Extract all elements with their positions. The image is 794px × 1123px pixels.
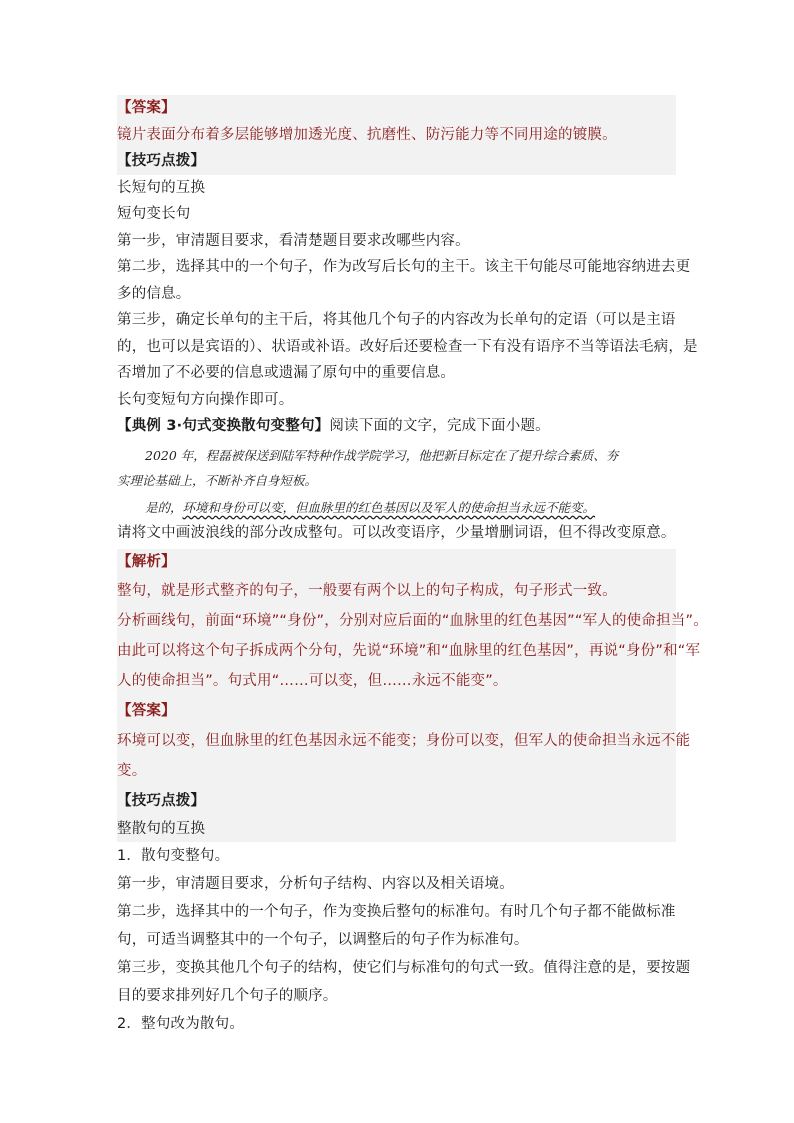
tip-label: 【技巧点拨】	[117, 148, 676, 175]
tip-line: 目的要求排列好几个句子的顺序。	[117, 988, 338, 1004]
analysis-line: 整句，就是形式整齐的句子，一般要有两个以上的句子构成，句子形式一致。	[117, 576, 676, 606]
tip-line: 长句变短句方向操作即可。	[117, 391, 294, 408]
wavy-underlined-sentence: 环境和身份可以变，但血脉里的红色基因以及军人的使命担当永远不能变。	[182, 499, 596, 515]
tip-line: 的，也可以是宾语的）、状语或补语。改好后还要检查一下有没有语序不当等语法毛病，是	[117, 338, 698, 355]
tip-line: 否增加了不必要的信息或遗漏了原句中的重要信息。	[117, 365, 456, 381]
analysis-label: 【解析】	[117, 549, 676, 576]
tip-line: 第三步，确定长单句的主干后，将其他几个句子的内容改为长单句的定语（可以是主语	[117, 312, 676, 328]
tip-body	[117, 175, 698, 414]
tip-line: 长短句的互换	[117, 179, 206, 196]
example-heading	[117, 413, 676, 440]
tip-line: 短句变长句	[117, 206, 191, 222]
document-page	[117, 95, 708, 1038]
tip-line: 第二步，选择其中的一个句子，作为改写后长句的主干。该主干句能尽可能地容纳进去更	[117, 259, 691, 275]
analysis-line: 人的使命担当”。句式用“……可以变，但……永远不能变”。	[117, 666, 676, 696]
passage-prefix: 是的，	[145, 499, 183, 515]
tip-line: 1．散句变整句。	[117, 848, 230, 864]
answer-label: 【答案】	[117, 95, 676, 122]
tip-line: 整散句的互换	[117, 816, 676, 843]
example-title: 【典例 3·句式变换散句变整句】	[117, 418, 330, 434]
tip-line: 第一步，审清题目要求，分析句子结构、内容以及相关语境。	[117, 876, 514, 892]
answer-line: 变。	[117, 756, 676, 786]
tip-line: 2．整句改为散句。	[117, 1016, 245, 1032]
analysis-line: 分析画线句，前面“环境”“身份”，分别对应后面的“血脉里的红色基因”“军人的使命担当”。	[117, 606, 676, 636]
passage-line	[117, 495, 676, 520]
tip-body	[117, 816, 691, 1039]
tip-line: 第三步，变换其他几个句子的结构，使它们与标准句的句式一致。值得注意的是，要按题	[117, 960, 691, 976]
tip-line: 第一步，审清题目要求，看清楚题目要求改哪些内容。	[117, 232, 470, 249]
example-instruction: 阅读下面的文字，完成下面小题。	[329, 418, 550, 434]
answer-text: 镜片表面分布着多层能够增加透光度、抗磨性、防污能力等不同用途的镀膜。	[117, 122, 676, 149]
analysis-line: 由此可以将这个句子拆成两个分句，先说“环境”和“血脉里的红色基因”，再说“身份”和“军	[117, 636, 676, 666]
passage-line: 2020 年，程磊被保送到陆军特种作战学院学习，他把新目标定在了提升综合素质、夯	[145, 447, 619, 463]
tip-label: 【技巧点拨】	[117, 786, 676, 816]
analysis-body	[117, 576, 708, 696]
answer-line: 环境可以变，但血脉里的红色基因永远不能变；身份可以变，但军人的使命担当永远不能	[117, 726, 676, 756]
example-question: 请将文中画波浪线的部分改成整句。可以改变语序，少量增删词语，但不得改变原意。	[117, 524, 676, 541]
example-passage	[117, 443, 676, 520]
tip-line: 句，可适当调整其中的一个句子，以调整后的句子作为标准句。	[117, 932, 529, 948]
tip-line: 多的信息。	[117, 285, 191, 302]
tip-line: 第二步，选择其中的一个句子，作为变换后整句的标准句。有时几个句子都不能做标准	[117, 904, 676, 920]
passage-line: 实理论基础上，不断补齐自身短板。	[117, 472, 318, 488]
answer-label: 【答案】	[117, 696, 676, 726]
